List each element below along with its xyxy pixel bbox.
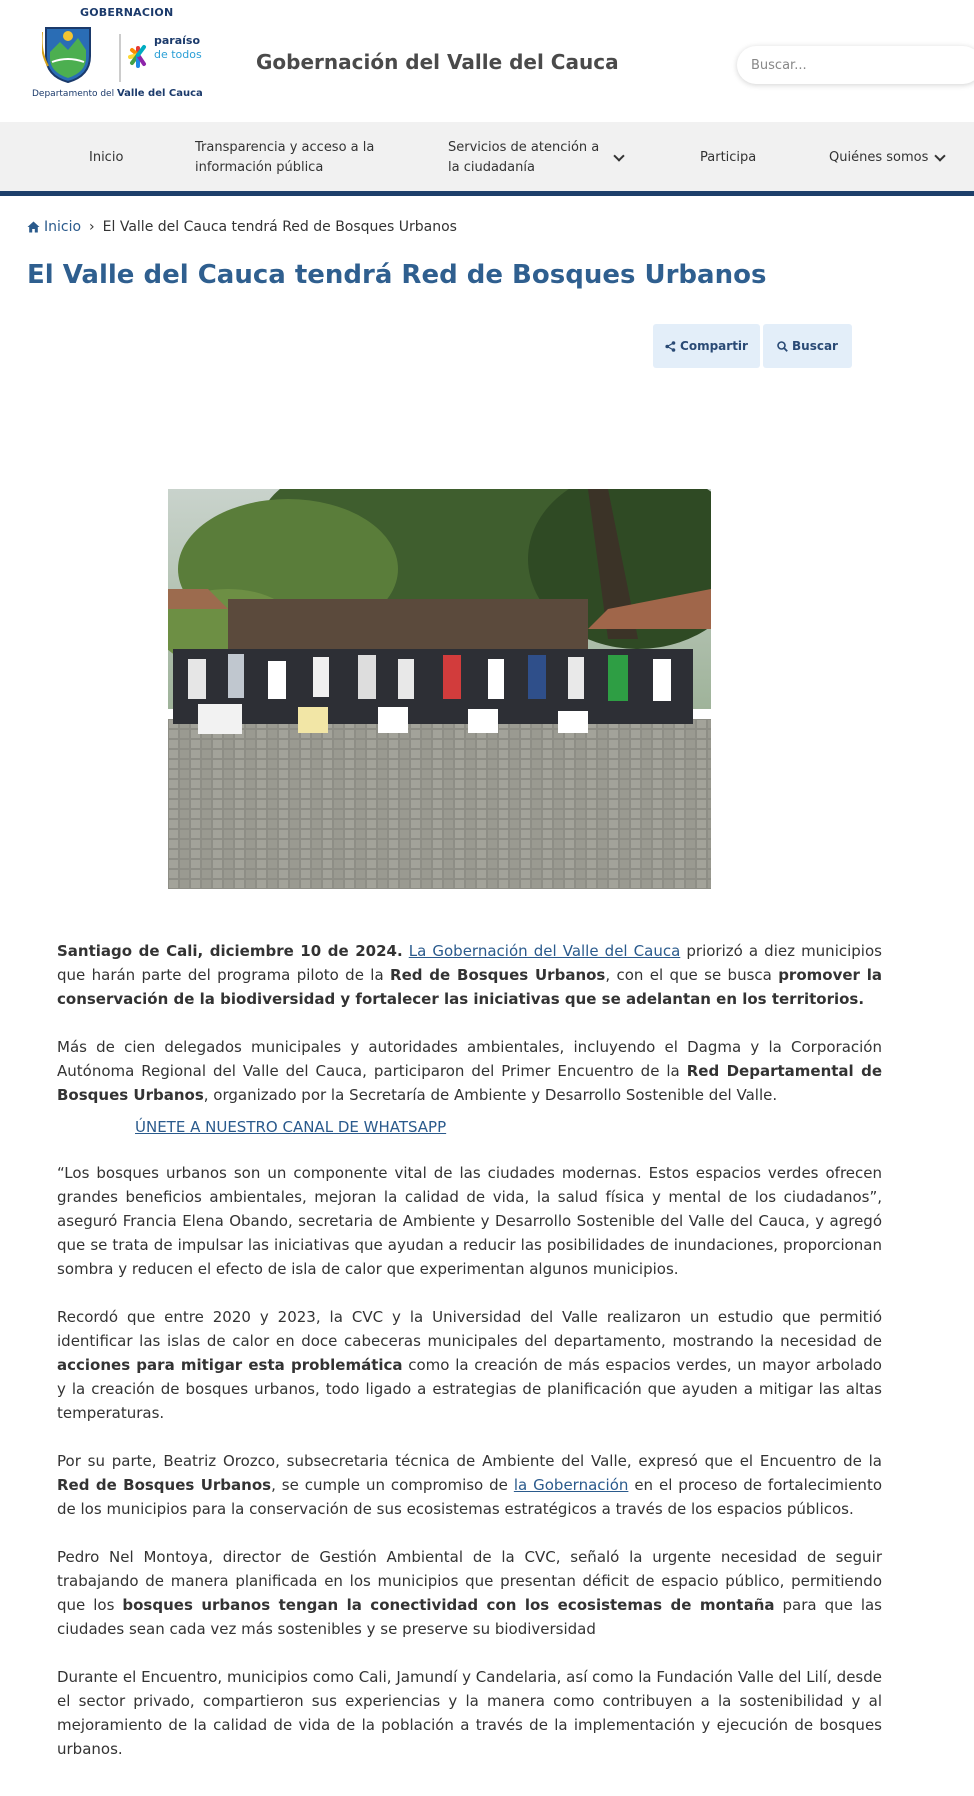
article-paragraph: Durante el Encuentro, municipios como Cali, Jamundí y Candelaria, así como la Fundación Valle del Lilí, desde el sector privado, compartieron sus experiencias y la manera como contribuyen a la sostenibilidad y al mejoramiento de la calidad de vida de la población a través de la implementación y ejecución de bosques urbanos. [57,1668,882,1758]
article-paragraph: Por su parte, Beatriz Orozco, subsecretaria técnica de Ambiente del Valle, expresó que el Encuentro de la Red de Bosques Urbanos, se cumple un compromiso de la Gobernación en el proceso de fortalecimiento de los municipios para la conservación de sus ecosistemas estratégicos a través de los espacios públicos. [57,1452,883,1518]
site-title[interactable]: Gobernación del Valle del Cauca [256,50,619,74]
page-title: El Valle del Cauca tendrá Red de Bosques Urbanos [27,260,767,290]
logo-paraiso-text: paraíso [154,34,201,47]
breadcrumb-home[interactable] [27,219,81,235]
search-button-label: Buscar [792,339,838,353]
search-box [737,46,974,84]
article-paragraph: Santiago de Cali, diciembre 10 de 2024. La Gobernación del Valle del Cauca priorizó a diez municipios que harán parte del programa piloto de la Red de Bosques Urbanos, con el que se busca promover la conservación de la biodiversidad y fortalecer las iniciativas que se adelantan en los territorios. [57,942,882,1008]
la-gobernacion-link[interactable]: la Gobernación [513,1476,629,1494]
nav-item-quienes-somos[interactable]: Quiénes somos [829,150,929,165]
logo-top-text: GOBERNACION [80,6,174,19]
article-paragraph: Más de cien delegados municipales y autoridades ambientales, incluyendo el Dagma y la Corporación Autónoma Regional del Valle del Cauca, participaron del Primer Encuentro de la Red Departamental de Bosques Urbanos, organizado por la Secretaría de Ambiente y Desarrollo Sostenible del Valle. [57,1038,883,1104]
nav-item-inicio[interactable]: Inicio [89,150,124,165]
gobernacion-logo[interactable] [30,4,225,104]
share-button-label: Compartir [680,339,748,353]
gobernacion-link[interactable]: La Gobernación del Valle del Cauca [408,942,681,960]
nav-item-transparencia[interactable]: Transparencia y acceso a la información pública [195,140,375,175]
breadcrumb-current: El Valle del Cauca tendrá Red de Bosques Urbanos [102,219,457,235]
coat-of-arms-icon [42,22,94,84]
chevron-down-icon[interactable] [934,150,945,161]
main-nav [0,122,974,196]
logo-department-text: Departamento del Valle del Cauca [32,88,203,99]
nav-item-participa[interactable]: Participa [700,150,757,165]
breadcrumb-home-label: Inicio [44,219,82,235]
article-body [57,939,882,1785]
search-button[interactable] [763,324,852,368]
article-photo [168,489,711,889]
home-icon [27,221,40,233]
nav-item-servicios[interactable]: Servicios de atención a la ciudadanía [448,140,600,175]
search-icon [777,341,788,352]
article-paragraph: Recordó que entre 2020 y 2023, la CVC y la Universidad del Valle realizaron un estudio que permitió identificar las islas de calor en doce cabeceras municipales del departamento, mostrando la necesidad de acciones para mitigar esta problemática como la creación de más espacios verdes, un mayor arbolado y la creación de bosques urbanos, todo ligado a estrategias de planificación que ayuden a mitigar las altas temperaturas. [57,1308,882,1422]
search-input[interactable] [737,46,957,84]
article-paragraph: “Los bosques urbanos son un componente vital de las ciudades modernas. Estos espacios verdes ofrecen grandes beneficios ambientales, mejoran la calidad de vida, la salud física y mental de los ciudadanos”, aseguró Francia Elena Obando, secretaria de Ambiente y Desarrollo Sostenible del Valle del Cauca, y agregó que se trata de impulsar las iniciativas que ayudan a reducir las posibilidades de inundaciones, proporcionan sombra y reducen el efecto de isla de calor que experimentan algunos municipios. [57,1164,882,1278]
share-icon [665,341,676,352]
breadcrumb [27,219,457,235]
whatsapp-channel-link[interactable]: ÚNETE A NUESTRO CANAL DE WHATSAPP [135,1118,447,1136]
logo-de-todos-text: de todos [154,48,202,61]
chevron-down-icon[interactable] [613,150,624,161]
chevron-right-icon: › [89,219,95,235]
site-header [0,0,974,122]
article-paragraph: Pedro Nel Montoya, director de Gestión Ambiental de la CVC, señaló la urgente necesidad de seguir trabajando de manera planificada en los municipios que presentan déficit de espacio público, permitiendo que los bosques urbanos tengan la conectividad con los ecosistemas de montaña para que las ciudades sean cada vez más sostenibles y se preserve su biodiversidad [57,1548,882,1638]
share-button[interactable] [653,324,760,368]
